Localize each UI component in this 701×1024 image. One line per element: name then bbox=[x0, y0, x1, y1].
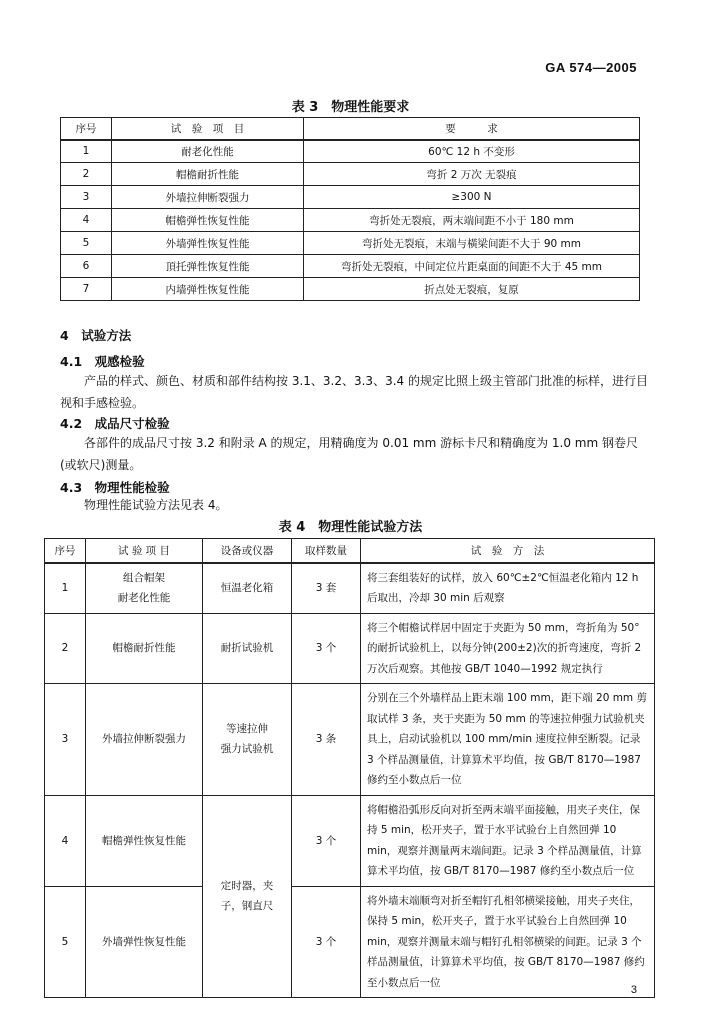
t3-cell-item: 外墙拉伸断裂强力 bbox=[112, 186, 304, 209]
t3-cell-item: 頂托弹性恢复性能 bbox=[112, 255, 304, 278]
table-row bbox=[45, 563, 655, 614]
t4-cell-device: 耐折试验机 bbox=[203, 613, 292, 684]
t3-cell-no: 5 bbox=[61, 232, 112, 255]
t4-cell-no: 1 bbox=[45, 563, 86, 614]
section-4-2-title: 4.2 成品尺寸检验 bbox=[60, 416, 170, 431]
t4-cell-method: 将帽檐沿弧形反向对折至两末端平面接触，用夹子夹住，保持 5 min，松开夹子，置于水平试验台上自然回弹 10 min，观察并测量两末端间距。记录 3 个样品测量值，计算算术平均值，按 GB/T 8170—1987 修约至小数点后一位 bbox=[361, 795, 655, 886]
t3-cell-no: 4 bbox=[61, 209, 112, 232]
t3-header-no: 序号 bbox=[61, 118, 112, 140]
t3-cell-no: 1 bbox=[61, 140, 112, 163]
t3-cell-no: 2 bbox=[61, 163, 112, 186]
t4-cell-method: 将外墙末端顺弯对折至帽钉孔相邻横梁接触，用夹子夹住，保持 5 min，松开夹子，置于水平试验台上自然回弹 10 min，观察并测量末端与帽钉孔相邻横梁的间距。记录 3 个样品测量值，计算算术平均值，按 GB/T 8170—1987 修约至小数点后一位 bbox=[361, 886, 655, 998]
t4-cell-item: 帽檐弹性恢复性能 bbox=[86, 795, 203, 886]
t4-cell-no: 3 bbox=[45, 684, 86, 796]
t3-header-item: 试 验 项 目 bbox=[112, 118, 304, 140]
t4-cell-no: 2 bbox=[45, 613, 86, 684]
t4-cell-qty: 3 个 bbox=[292, 886, 361, 998]
t3-cell-item: 内墙弹性恢复性能 bbox=[112, 278, 304, 301]
t4-header-device: 设备或仪器 bbox=[203, 539, 292, 563]
t3-cell-requirement: 弯折处无裂痕，中间定位片距桌面的间距不大于 45 mm bbox=[304, 255, 640, 278]
t3-cell-requirement: 弯折 2 万次 无裂痕 bbox=[304, 163, 640, 186]
t4-cell-device: 等速拉伸 强力试验机 bbox=[203, 684, 292, 796]
t4-cell-qty: 3 个 bbox=[292, 613, 361, 684]
page-number: 3 bbox=[630, 984, 637, 996]
t4-header-item: 试 验 项 目 bbox=[86, 539, 203, 563]
t4-cell-qty: 3 套 bbox=[292, 563, 361, 614]
t4-header-no: 序号 bbox=[45, 539, 86, 563]
section-4-3-text: 物理性能试验方法见表 4。 bbox=[84, 498, 228, 512]
table-row bbox=[45, 613, 655, 684]
t4-cell-method: 将三个帽檐试样居中固定于夹距为 50 mm，弯折角为 50°的耐折试验机上，以每分钟(200±2)次的折弯速度，弯折 2 万次后观察。其他按 GB/T 1040—1992 规定执行 bbox=[361, 613, 655, 684]
t4-cell-item: 组合帽架 耐老化性能 bbox=[86, 563, 203, 614]
table-row bbox=[61, 140, 640, 163]
t3-cell-requirement: 折点处无裂痕，复原 bbox=[304, 278, 640, 301]
table-row bbox=[45, 684, 655, 796]
standard-number: GA 574—2005 bbox=[545, 60, 637, 75]
t4-cell-item: 外墙拉伸断裂强力 bbox=[86, 684, 203, 796]
t3-cell-requirement: ≥300 N bbox=[304, 186, 640, 209]
t4-cell-method: 分别在三个外墙样品上距末端 100 mm，距下端 20 mm 剪取试样 3 条，夹于夹距为 50 mm 的等速拉伸强力试验机夹具上，启动试验机以 100 mm/min 速度拉伸至断裂。记录 3 个样品测量值，计算算术平均值，按 GB/T 8170—1987 修约至小数点后一位 bbox=[361, 684, 655, 796]
section-4-3-title: 4.3 物理性能检验 bbox=[60, 480, 170, 495]
t3-cell-no: 7 bbox=[61, 278, 112, 301]
section-4-1-title: 4.1 观感检验 bbox=[60, 354, 145, 369]
table4-test-methods bbox=[44, 538, 655, 998]
table-row bbox=[61, 186, 640, 209]
table-row bbox=[61, 163, 640, 186]
t3-cell-no: 3 bbox=[61, 186, 112, 209]
t4-cell-item: 帽檐耐折性能 bbox=[86, 613, 203, 684]
t3-cell-item: 帽檐耐折性能 bbox=[112, 163, 304, 186]
t4-cell-no: 5 bbox=[45, 886, 86, 998]
table3-physical-requirements bbox=[60, 117, 640, 301]
t3-cell-item: 帽檐弹性恢复性能 bbox=[112, 209, 304, 232]
table-row bbox=[61, 232, 640, 255]
t3-cell-item: 耐老化性能 bbox=[112, 140, 304, 163]
table4-caption: 表 4 物理性能试验方法 bbox=[278, 520, 423, 535]
section-4-2-text: 各部件的成品尺寸按 3.2 和附录 A 的规定，用精确度为 0.01 mm 游标卡尺和精确度为 1.0 mm 钢卷尺(或软尺)测量。 bbox=[60, 436, 639, 472]
table-row bbox=[45, 795, 655, 886]
table-row bbox=[45, 886, 655, 998]
t4-cell-qty: 3 个 bbox=[292, 795, 361, 886]
section-4-title: 4 试验方法 bbox=[60, 328, 132, 343]
t4-header-qty: 取样数量 bbox=[292, 539, 361, 563]
table-row bbox=[61, 255, 640, 278]
t3-cell-requirement: 弯折处无裂痕，两末端间距不小于 180 mm bbox=[304, 209, 640, 232]
t4-cell-item: 外墙弹性恢复性能 bbox=[86, 886, 203, 998]
t4-cell-device-shared: 定时器，夹 子，钢直尺 bbox=[203, 795, 292, 998]
t4-cell-device: 恒温老化箱 bbox=[203, 563, 292, 614]
t3-header-requirement: 要 求 bbox=[304, 118, 640, 140]
t4-cell-method: 将三套组装好的试样，放入 60℃±2℃恒温老化箱内 12 h 后取出，冷却 30 min 后观察 bbox=[361, 563, 655, 614]
t3-cell-no: 6 bbox=[61, 255, 112, 278]
table-row bbox=[61, 278, 640, 301]
t3-cell-requirement: 60℃ 12 h 不变形 bbox=[304, 140, 640, 163]
t4-cell-qty: 3 条 bbox=[292, 684, 361, 796]
t3-cell-item: 外墙弹性恢复性能 bbox=[112, 232, 304, 255]
section-4-1-text: 产品的样式、颜色、材质和部件结构按 3.1、3.2、3.3、3.4 的规定比照上级主管部门批准的标样，进行目视和手感检验。 bbox=[60, 374, 648, 410]
t3-cell-requirement: 弯折处无裂痕，末端与橫梁间距不大于 90 mm bbox=[304, 232, 640, 255]
table-row bbox=[61, 209, 640, 232]
table3-caption: 表 3 物理性能要求 bbox=[291, 100, 410, 115]
t4-cell-no: 4 bbox=[45, 795, 86, 886]
t4-header-method: 试 验 方 法 bbox=[361, 539, 655, 563]
